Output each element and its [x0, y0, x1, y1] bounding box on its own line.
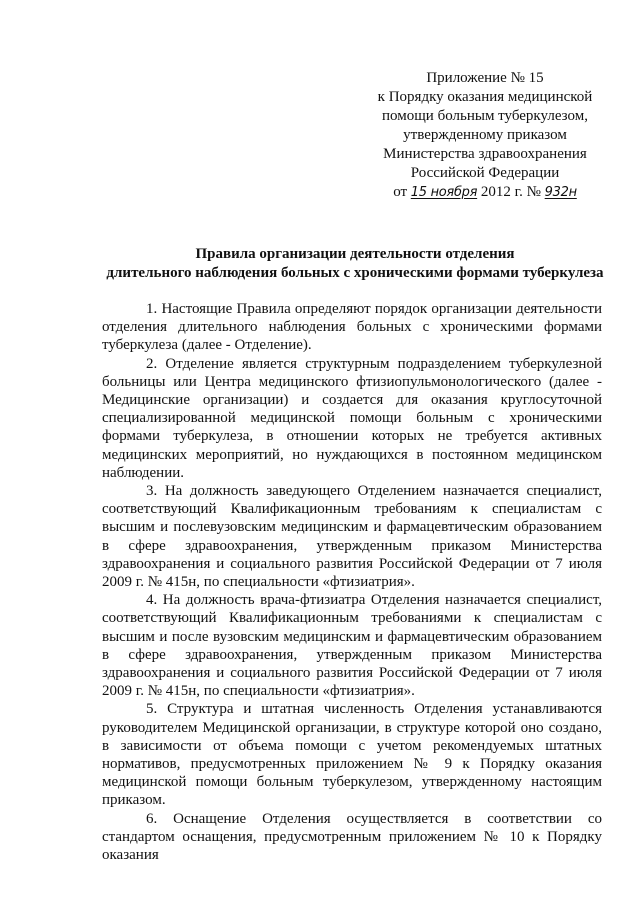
date-prefix: от	[393, 184, 408, 200]
appendix-line-6: Российской Федерации	[410, 165, 560, 181]
title-line-1: Правила организации деятельности отделения	[195, 246, 515, 262]
paragraph	[102, 700, 602, 809]
title-line-2: длительного наблюдения больных с хроническими формами туберкулеза	[106, 265, 604, 281]
appendix-line-4: утвержденному приказом	[403, 127, 567, 143]
paragraph-text: 3. На должность заведующего Отделением назначается специалист, соответствующий Квалификационным требованиям к специалистам с высшим и послевузовским медицинским и фармацевтическим образованием в сфере здравоохранения, утвержденным приказом Министерства здравоохранения и социального развития Российской Федерации от 7 июля 2009 г. № 415н, по специальности «фтизиатрия».	[102, 483, 602, 591]
paragraph	[102, 482, 602, 591]
paragraph	[102, 591, 602, 700]
paragraph	[102, 355, 602, 482]
appendix-date-line	[355, 183, 615, 202]
appendix-line-5: Министерства здравоохранения	[383, 146, 587, 162]
paragraph	[102, 300, 602, 355]
appendix-header	[355, 69, 615, 202]
paragraph-text: 4. На должность врача-фтизиатра Отделения назначается специалист, соответствующий Квалификационным требованиями к специалистам с высшим и после вузовским медицинским и фармацевтическим образованием в сфере здравоохранения, утвержденным приказом Министерства здравоохранения и социального развития Российской Федерации от 7 июля 2009 г. № 415н, по специальности «фтизиатрия».	[102, 592, 602, 700]
paragraph	[102, 810, 602, 865]
paragraph-text: 6. Оснащение Отделения осуществляется в соответствии со стандартом оснащения, предусмотренным приложением № 10 к Порядку оказания	[102, 810, 602, 864]
handwritten-date: 15 ноября	[410, 185, 478, 200]
handwritten-order-number: 932н	[544, 185, 577, 200]
document-title	[90, 245, 620, 283]
paragraph-text: 1. Настоящие Правила определяют порядок организации деятельности отделения длительного наблюдения больных с хроническими формами туберкулеза (далее - Отделение).	[102, 301, 602, 354]
paragraph-text: 5. Структура и штатная численность Отделения устанавливаются руководителем Медицинской организации, в структуре которой оно создано, в зависимости от объема помощи с учетом рекомендуемых штатных нормативов, предусмотренных приложением № 9 к Порядку оказания медицинской помощи больным туберкулезом, утвержденному настоящим приказом.	[102, 701, 602, 809]
appendix-line-3: помощи больным туберкулезом,	[382, 108, 588, 124]
document-body	[102, 300, 602, 864]
appendix-number: Приложение № 15	[426, 70, 544, 86]
paragraph-text: 2. Отделение является структурным подразделением туберкулезной больницы или Центра медицинского фтизиопульмонологического (далее - Медицинские организации) и создается для оказания круглосуточной специализированной медицинской помощи больным с хроническими формами туберкулеза, в отношении которых не требуется активных медицинских мероприятий, но нуждающихся в постоянном медицинском наблюдении.	[102, 355, 602, 481]
appendix-line-2: к Порядку оказания медицинской	[377, 89, 593, 105]
date-year: 2012 г. №	[480, 184, 541, 200]
